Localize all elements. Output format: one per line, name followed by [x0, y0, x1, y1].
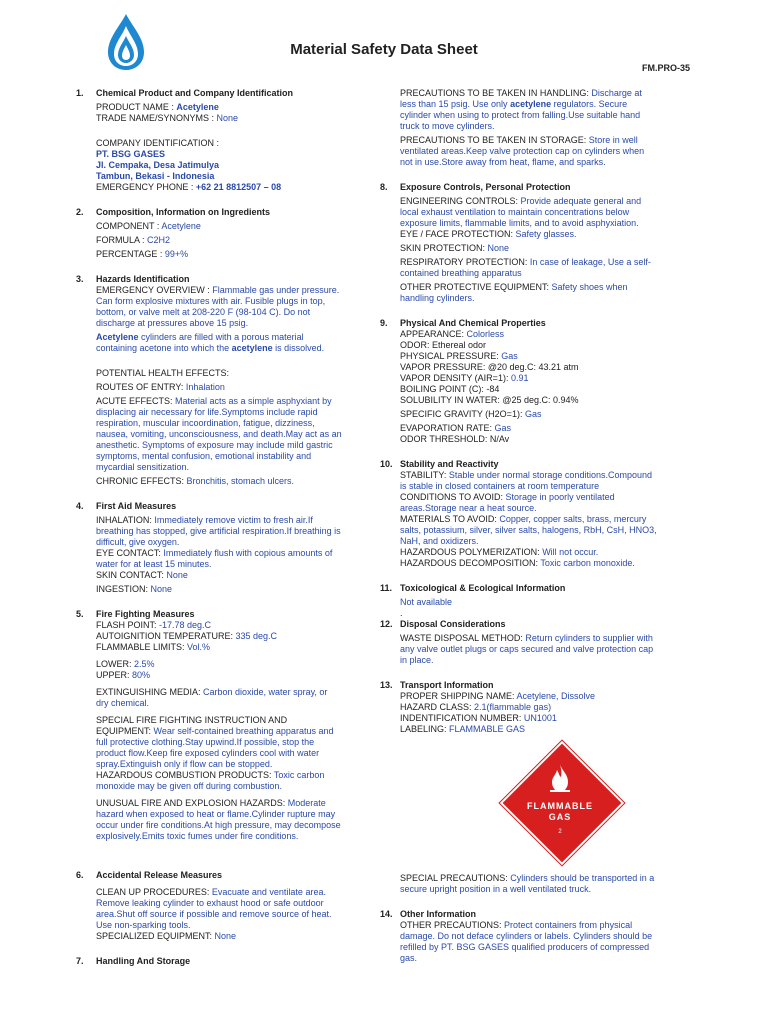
- extinguishing-media: EXTINGUISHING MEDIA: Carbon dioxide, water spray, or dry chemical.: [96, 687, 328, 708]
- flammable-limits: FLAMMABLE LIMITS: Vol.%: [96, 642, 211, 652]
- flash-point: FLASH POINT: -17.78 deg.C: [96, 620, 212, 630]
- flammable-gas-placard: [500, 741, 620, 861]
- property-row: VAPOR DENSITY (AIR=1): 0.91: [400, 373, 529, 383]
- company-name: PT. BSG GASES: [96, 149, 166, 159]
- product-name: PRODUCT NAME : Acetylene: [96, 102, 219, 112]
- stability: STABILITY: Stable under normal storage conditions.Compound is stable in closed containers at room temperature: [400, 470, 652, 491]
- property-row: APPEARANCE: Colorless: [400, 329, 505, 339]
- form-code: FM.PRO-35: [641, 63, 690, 73]
- hazardous-decomposition: HAZARDOUS DECOMPOSITION: Toxic carbon monoxide.: [400, 558, 635, 568]
- hazardous-polymerization: HAZARDOUS POLYMERIZATION: Will not occur.: [400, 547, 599, 557]
- property-row: SOLUBILITY IN WATER: @25 deg.C: 0.94%: [400, 395, 579, 405]
- other-precautions: OTHER PRECAUTIONS: Protect containers from physical damage. Do not deface cylinders or labels. Cylinders should be refilled by PT. BSG GASES qualified producers of compressed gas.: [400, 920, 653, 963]
- left-column: [76, 88, 366, 967]
- ingestion: INGESTION: None: [96, 584, 173, 594]
- section-title: Chemical Product and Company Identification: [96, 88, 294, 98]
- property-row: VAPOR PRESSURE: @20 deg.C: 43.21 atm: [400, 362, 579, 372]
- hazardous-combustion: HAZARDOUS COMBUSTION PRODUCTS: Toxic carbon monoxide may be given off during combustion.: [96, 770, 325, 791]
- acetylene-note: Acetylene cylinders are filled with a porous material containing acetone into which the acetylene is dissolved.: [96, 332, 325, 353]
- upper-limit: UPPER: 80%: [96, 670, 151, 680]
- formula: FORMULA : C2H2: [96, 235, 171, 245]
- skin-contact: SKIN CONTACT: None: [96, 570, 188, 580]
- section-number: 8.: [380, 182, 388, 192]
- hazard-class: HAZARD CLASS: 2.1(flammable gas): [400, 702, 552, 712]
- section-1: [76, 88, 366, 193]
- section-number: 14.: [380, 909, 393, 919]
- section-9: [380, 318, 690, 445]
- lower-limit: LOWER: 2.5%: [96, 659, 155, 669]
- storage-precautions: PRECAUTIONS TO BE TAKEN IN STORAGE: Store in well ventilated areas.Keep valve protection cap on cylinders when not in use.Store away from heat, flame, and sparks.: [400, 135, 645, 167]
- unusual-hazards: UNUSUAL FIRE AND EXPLOSION HAZARDS: Moderate hazard when exposed to heat or flame.Cylinder rupture may occur under fire conditions.At high pressure, may decompose explosively.Emits toxic fumes under fire conditions.: [96, 798, 341, 841]
- section-14: [380, 909, 690, 964]
- section-8: [380, 182, 690, 304]
- identification-number: INDENTIFICATION NUMBER: UN1001: [400, 713, 557, 723]
- toxicological-value: Not available: [400, 597, 453, 607]
- section-title: Accidental Release Measures: [96, 870, 223, 880]
- section-number: 5.: [76, 609, 84, 619]
- section-number: 11.: [380, 583, 393, 593]
- right-column: [380, 88, 690, 964]
- section-title: Disposal Considerations: [400, 619, 506, 629]
- section-6: [76, 870, 366, 942]
- property-row: BOILING POINT (C): -84: [400, 384, 500, 394]
- flame-icon: [548, 763, 572, 793]
- evaporation-rate: EVAPORATION RATE: Gas: [400, 423, 512, 433]
- section-number: 9.: [380, 318, 388, 328]
- respiratory-protection: RESPIRATORY PROTECTION: In case of leakage, Use a self- contained breathing apparatus: [400, 257, 651, 278]
- section-13: [380, 680, 690, 895]
- specialized-equipment: SPECIALIZED EQUIPMENT: None: [96, 931, 237, 941]
- odor-threshold: ODOR THRESHOLD: N/Av: [400, 434, 510, 444]
- section-number: 3.: [76, 274, 84, 284]
- eye-contact: EYE CONTACT: Immediately flush with copious amounts of water for at least 15 minutes.: [96, 548, 333, 569]
- emergency-overview: EMERGENCY OVERVIEW : Flammable gas under pressure. Can form explosive mixtures with air. Fusible plugs in top, bottom, or valve melt at 208-220 F (98-104 C). Do not discharge at pressures above 15 psig.: [96, 285, 340, 328]
- percentage: PERCENTAGE : 99+%: [96, 249, 189, 259]
- section-number: 1.: [76, 88, 84, 98]
- labeling: LABELING: FLAMMABLE GAS: [400, 724, 526, 734]
- section-title: First Aid Measures: [96, 501, 177, 511]
- special-fire-instructions: SPECIAL FIRE FIGHTING INSTRUCTION AND EQUIPMENT: Wear self-contained breathing apparatus and full protective clothing.Stay upwind.If possible, stop the product flow.Keep fire exposed cylinders cool with water spray.Extinguish only if flow can be stopped.: [96, 715, 334, 769]
- section-5: [76, 609, 366, 842]
- document-title: Material Safety Data Sheet: [290, 41, 478, 58]
- section-title: Physical And Chemical Properties: [400, 318, 546, 328]
- section-number: 7.: [76, 956, 84, 966]
- routes-of-entry: ROUTES OF ENTRY: Inhalation: [96, 382, 225, 392]
- section-title: Fire Fighting Measures: [96, 609, 195, 619]
- conditions-to-avoid: CONDITIONS TO AVOID: Storage in poorly ventilated areas.Storage near a heat source.: [400, 492, 615, 513]
- section-4: [76, 501, 366, 595]
- materials-to-avoid: MATERIALS TO AVOID: Copper, copper salts, brass, mercury salts, potassium, silver, silver salts, halogens, RbH, CsH, HNO3, NaH, and oxidizers.: [400, 514, 657, 546]
- other-protective-equipment: OTHER PROTECTIVE EQUIPMENT: Safety shoes when handling cylinders.: [400, 282, 628, 303]
- company-logo-icon: [104, 12, 148, 72]
- company-label: COMPANY IDENTIFICATION :: [96, 138, 220, 148]
- section-title: Toxicological & Ecological Information: [400, 583, 566, 593]
- company-address-1: Jl. Cempaka, Desa Jatimulya: [96, 160, 220, 170]
- section-12: [380, 619, 690, 666]
- section-title: Composition, Information on Ingredients: [96, 207, 270, 217]
- section-number: 6.: [76, 870, 84, 880]
- eye-face-protection: EYE / FACE PROTECTION: Safety glasses.: [400, 229, 577, 239]
- section-number: 4.: [76, 501, 84, 511]
- cleanup-procedures: CLEAN UP PROCEDURES: Evacuate and ventilate area. Remove leaking cylinder to exhaust hood or safe outdoor area.Shut off source if possible and remove source of heat. Use non-sparking tools.: [96, 887, 332, 930]
- section-title: Stability and Reactivity: [400, 459, 499, 469]
- trade-name: TRADE NAME/SYNONYMS : None: [96, 113, 239, 123]
- shipping-name: PROPER SHIPPING NAME: Acetylene, Dissolve: [400, 691, 596, 701]
- section-title: Hazards Identification: [96, 274, 190, 284]
- skin-protection: SKIN PROTECTION: None: [400, 243, 510, 253]
- section-title: Handling And Storage: [96, 956, 191, 966]
- section-10: [380, 459, 690, 569]
- engineering-controls: ENGINEERING CONTROLS: Provide adequate general and local exhaust ventilation to maintain concentrations below exposure limits, flammable limits, and to avoid asphyxiation.: [400, 196, 642, 228]
- placard-text: FLAMMABLE GAS: [527, 801, 593, 822]
- special-precautions: SPECIAL PRECAUTIONS: Cylinders should be transported in a secure upright position in a well ventilated truck.: [400, 873, 655, 894]
- section-number: 13.: [380, 680, 393, 690]
- property-row: ODOR: Ethereal odor: [400, 340, 487, 350]
- component: COMPONENT : Acetylene: [96, 221, 201, 231]
- section-number: 2.: [76, 207, 84, 217]
- inhalation: INHALATION: Immediately remove victim to fresh air.If breathing has stopped, give artificial respiration.If breathing is difficult, give oxygen.: [96, 515, 341, 547]
- company-address-2: Tambun, Bekasi - Indonesia: [96, 171, 215, 181]
- handling-precautions: PRECAUTIONS TO BE TAKEN IN HANDLING: Discharge at less than 15 psig. Use only acetylene regulators. Secure cylinder when using to protect from falling.Use suitable hand truck to move cylinders.: [400, 88, 642, 131]
- section-number: 10.: [380, 459, 393, 469]
- autoignition: AUTOIGNITION TEMPERATURE: 335 deg.C: [96, 631, 278, 641]
- section-title: Exposure Controls, Personal Protection: [400, 182, 571, 192]
- acute-effects: ACUTE EFFECTS: Material acts as a simple asphyxiant by displacing air necessary for life.Symptoms include rapid respiration, muscular incoordination, fatigue, dizziness, nausea, vomiting, unconsciousness, and death.May act as an anesthetic. Symptoms of exposure may include mild gastric symptoms, mental confusion, emotional instability and mycardial sensitization.: [96, 396, 342, 472]
- section-number: 12.: [380, 619, 393, 629]
- emergency-phone: EMERGENCY PHONE : +62 21 8812507 – 08: [96, 182, 282, 192]
- section-3: [76, 274, 366, 487]
- section-2: [76, 207, 366, 260]
- section-title: Transport Information: [400, 680, 494, 690]
- section-title: Other Information: [400, 909, 476, 919]
- placard-class-number: 2: [558, 829, 562, 835]
- property-row: PHYSICAL PRESSURE: Gas: [400, 351, 518, 361]
- section-7: [76, 956, 366, 967]
- waste-disposal: WASTE DISPOSAL METHOD: Return cylinders to supplier with any valve outlet plugs or caps secured and valve protection cap in place.: [400, 633, 654, 665]
- health-effects-heading: POTENTIAL HEALTH EFFECTS:: [96, 368, 230, 378]
- specific-gravity: SPECIFIC GRAVITY (H2O=1): Gas: [400, 409, 542, 419]
- dot-mark: .: [400, 608, 403, 618]
- chronic-effects: CHRONIC EFFECTS: Bronchitis, stomach ulcers.: [96, 476, 295, 486]
- section-11: [380, 583, 690, 619]
